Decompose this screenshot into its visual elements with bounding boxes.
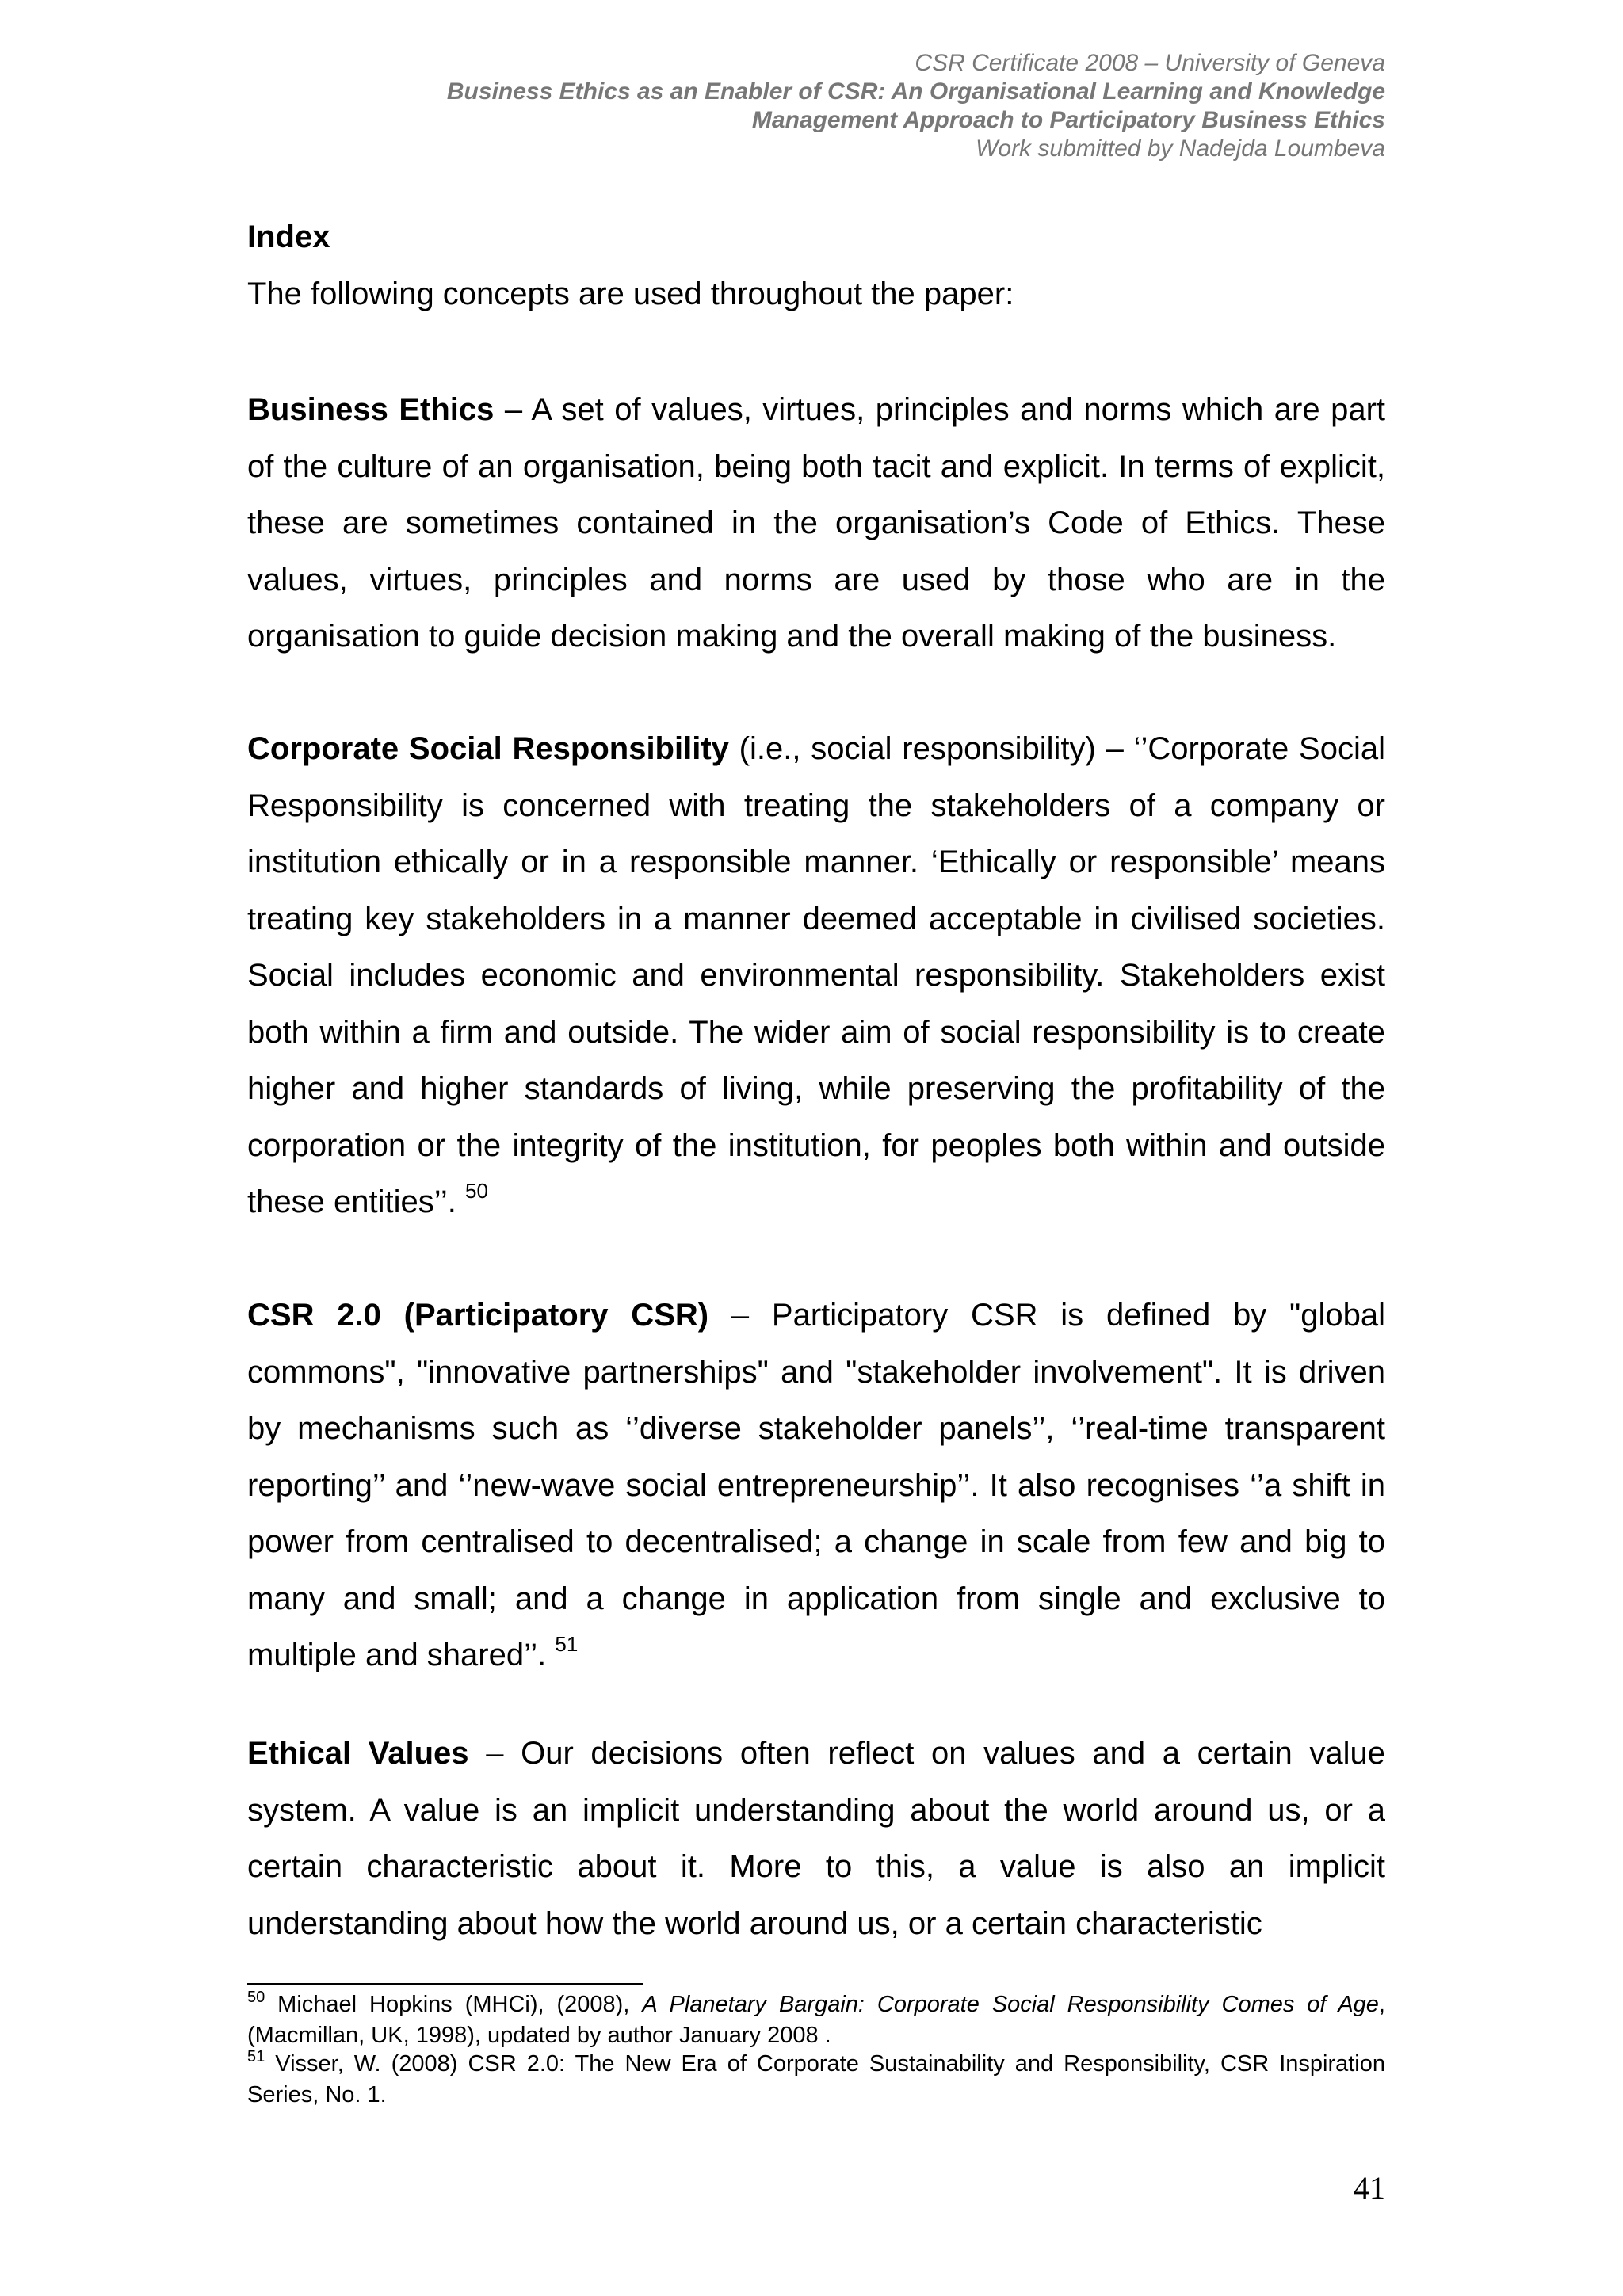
header-line-4: Work submitted by Nadejda Loumbeva — [976, 135, 1385, 162]
footnote-number: 51 — [247, 2048, 265, 2065]
header-line-3: Management Approach to Participatory Business Ethics — [751, 107, 1385, 133]
footnote-ref: 51 — [555, 1632, 579, 1656]
footnote-number: 50 — [247, 1989, 265, 2006]
entry-csr — [247, 721, 1385, 1234]
entry-definition: – Our decisions often reflect on values and a certain value system. A value is an implicit understanding about the world around us, or a certain characteristic about it. More to this, a value is also an implicit understanding about how the world around us, or a certain characteristic — [247, 1736, 1385, 1941]
entry-business-ethics — [247, 382, 1385, 666]
header-line-2: Business Ethics as an Enabler of CSR: An Organisational Learning and Knowledge — [446, 78, 1385, 105]
index-heading: Index — [247, 219, 330, 254]
footnote-ref: 50 — [464, 1179, 488, 1203]
footnotes — [247, 1990, 1385, 2109]
entry-term: Corporate Social Responsibility — [247, 731, 729, 766]
entry-ethical-values — [247, 1726, 1385, 1952]
entry-definition: – Participatory CSR is defined by "global commons", "innovative partnerships" and "stakeholder involvement". It is driven by mechanisms such as ‘’diverse stakeholder panels’’, ‘’real-time transparent reporting’’ and ‘’new-wave social entrepreneurship’’. It also recognises ‘’a shift in power from centralised to decentralised; a change in scale from few and big to many and small; and a change in application from single and exclusive to multiple and shared’’. — [247, 1298, 1385, 1672]
entry-definition: (i.e., social responsibility) – ‘’Corporate Social Responsibility is concerned with treating the stakeholders of a company or institution ethically or in a responsible manner. ‘Ethically or responsible’ means treating key stakeholders in a manner deemed acceptable in civilised societies. Social includes economic and environmental responsibility. Stakeholders exist both within a firm and outside. The wider aim of social responsibility is to create higher and higher standards of living, while preserving the profitability of the corporation or the integrity of the institution, for peoples both within and outside these entities’’. — [247, 731, 1385, 1219]
entry-term: Ethical Values — [247, 1736, 469, 1771]
entry-term: Business Ethics — [247, 392, 495, 427]
footnote-divider — [247, 1983, 643, 1985]
entry-definition: – A set of values, virtues, principles and norms which are part of the culture of an organisation, being both tacit and explicit. In terms of explicit, these are sometimes contained in the organisation’s Code of Ethics. These values, virtues, principles and norms are used by those who are in the organisation to guide decision making and the overall making of the business. — [247, 392, 1385, 654]
entry-term: CSR 2.0 (Participatory CSR) — [247, 1298, 709, 1333]
entry-csr-2-0 — [247, 1287, 1385, 1688]
header-line-1: CSR Certificate 2008 – University of Geneva — [915, 50, 1385, 76]
footnote-50: $^{50}$ Michael Hopkins (MHCi), (2008), A Planetary Bargain: Corporate Social Responsibility Comes of Age, (Macmillan, UK, 1998), updated by author January 2008 . — [247, 1989, 1385, 2048]
footnote-book-title: A Planetary Bargain: Corporate Social Responsibility Comes of Age — [642, 1992, 1379, 2017]
page-number: 41 — [1354, 2170, 1385, 2206]
footnote-51: $^{51}$ Visser, W. (2008) CSR 2.0: The New Era of Corporate Sustainability and Responsibility, CSR Inspiration Series, No. 1. — [247, 2048, 1385, 2107]
running-header — [117, 49, 1385, 163]
index-intro: The following concepts are used throughout the paper: — [247, 277, 1014, 311]
